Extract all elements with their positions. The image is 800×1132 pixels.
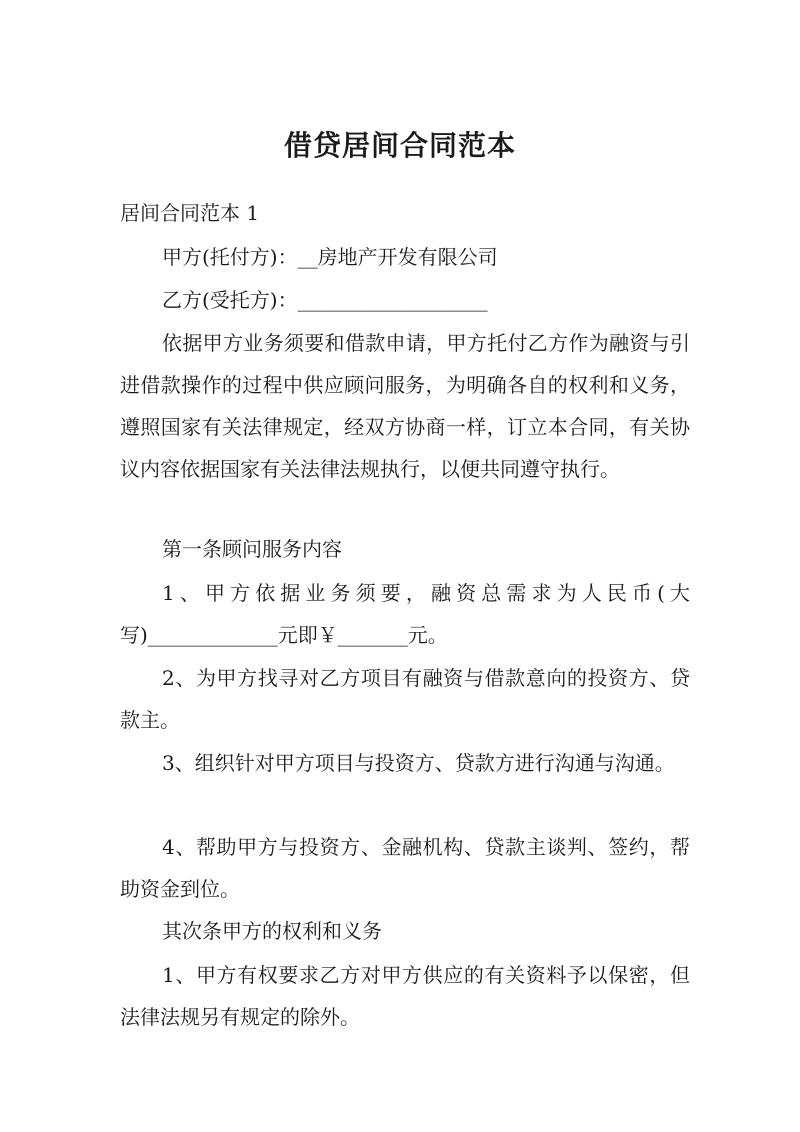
intro-paragraph: 依据甲方业务须要和借款申请，甲方托付乙方作为融资与引进借款操作的过程中供应顾问服务，为明确各自的权利和义务，遵照国家有关法律规定，经双方协商一样，订立本合同，有关协议内容依据国家有关法律法规执行，以便共同遵守执行。 (120, 331, 690, 481)
article-1-item-1: 1、甲方依据业务须要，融资总需求为人民币(大写)_____________元即￥_______元。 (120, 581, 690, 647)
article-1-item-3: 3、组织针对甲方项目与投资方、贷款方进行沟通与沟通。 (162, 751, 675, 775)
article-1-item-4: 4、帮助甲方与投资方、金融机构、贷款主谈判、签约，帮助资金到位。 (120, 835, 690, 901)
party-b-line: 乙方(受托方)：___________________ (162, 288, 488, 312)
article-1-item-2: 2、为甲方找寻对乙方项目有融资与借款意向的投资方、贷款主。 (120, 666, 690, 732)
section-heading: 居间合同范本 1 (120, 201, 260, 225)
article-2-item-1: 1、甲方有权要求乙方对甲方供应的有关资料予以保密，但法律法规另有规定的除外。 (120, 963, 690, 1029)
document-title: 借贷居间合同范本 (283, 129, 516, 162)
article-1-title: 第一条顾问服务内容 (162, 537, 342, 561)
article-2-title: 其次条甲方的权利和义务 (162, 919, 382, 943)
party-a-line: 甲方(托付方)：__房地产开发有限公司 (162, 245, 498, 269)
